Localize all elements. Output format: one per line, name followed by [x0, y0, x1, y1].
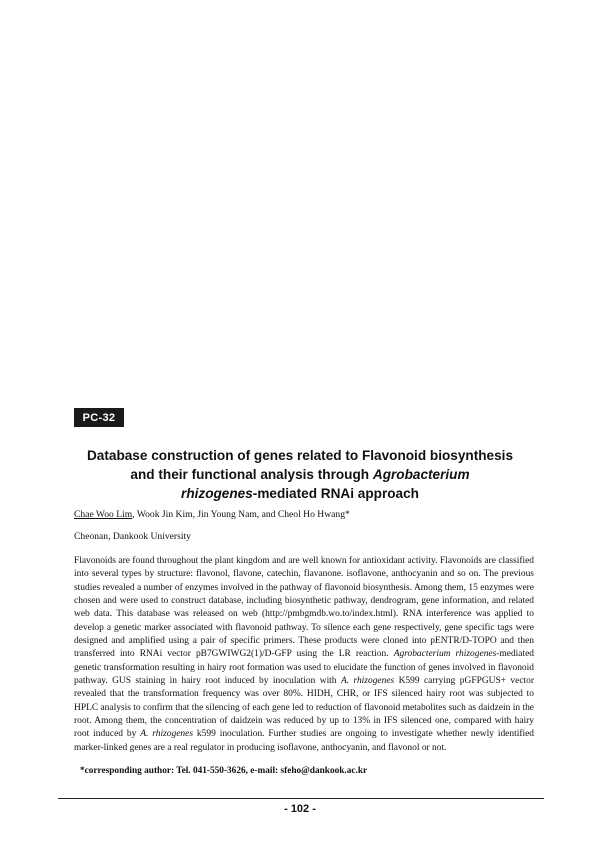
session-badge: PC-32 — [74, 408, 124, 427]
abstract-part-1: Flavonoids are found throughout the plant kingdom and are well known for antioxidant activity. Flavonoids are classified into several types by structure: flavonol, flavone, catechin, flavanone. isoflavone, anthocyanin and so on. The previous studies revealed a number of enzymes involved in the pathway of flavonoid biosynthesis. Among them, 15 enzymes were chosen and were used to construct database, including biosynthetic pathway, dendrogram, gene information, and related web data. This database was released on web (http://pmbgmdb.wo.to/index.html). RNA interference was applied to develop a genetic marker associated with flavonoid pathway. To silence each gene respectively, gene specific tags were designed and amplified using a pair of specific primers. These products were cloned into pENTR/D-TOPO and then transferred into RNAi vector pB7GWIWG2(1)/D-GFP using the LR reaction. — [74, 556, 534, 660]
co-authors: , Wook Jin Kim, Jin Young Nam, and Cheol Ho Hwang* — [132, 509, 350, 520]
page-number: - 102 - — [284, 803, 316, 815]
title-line-3-italic: rhizogenes — [181, 486, 253, 501]
corresponding-author: *corresponding author: Tel. 041-550-3626, e-mail: sfeho@dankook.ac.kr — [80, 766, 368, 776]
abstract-body — [74, 555, 534, 755]
title-line-2-prefix: and their functional analysis through — [130, 467, 373, 482]
affiliation: Cheonan, Dankook University — [74, 531, 191, 542]
abstract-part-2: -mediated genetic transformation resulting in hairy root formation was used to elucidate the function of genes involved in flavonoid pathway. GUS staining in hairy root induced by inoculation with — [74, 649, 535, 687]
abstract-italic-3: A. rhizogenes — [140, 729, 194, 740]
abstract-part-3: K599 carrying pGFPGUS+ vector revealed that the transformation frequency was over 80%. HIDH, CHR, or IFS silenced hairy root was subjected to HPLC analysis to confirm that the silencing of each gene led to reduction of flavonoid metabolites such as daidzein in the root. Among them, the concentration of daidzein was reduced by up to 13% in IFS silenced one, compared with hairy root induced by — [74, 676, 534, 740]
first-author: Chae Woo Lim — [74, 509, 133, 520]
title-line-1: Database construction of genes related to Flavonoid biosynthesis — [86, 448, 514, 463]
paper-title — [60, 446, 540, 503]
title-line-3-suffix: -mediated RNAi approach — [252, 486, 419, 501]
abstract-part-4: k599 inoculation. Further studies are ongoing to investigate whether newly identified marker-linked genes are a real regulator in producing isoflavone, anthocyanin, and flavonol or not. — [74, 729, 535, 753]
author-list — [74, 508, 534, 521]
footer-divider — [58, 798, 544, 799]
abstract-italic-2: A. rhizogenes — [340, 676, 395, 687]
abstract-italic-1: Agrobacterium rhizogenes — [393, 649, 497, 660]
title-line-2-italic: Agrobacterium — [372, 467, 470, 482]
